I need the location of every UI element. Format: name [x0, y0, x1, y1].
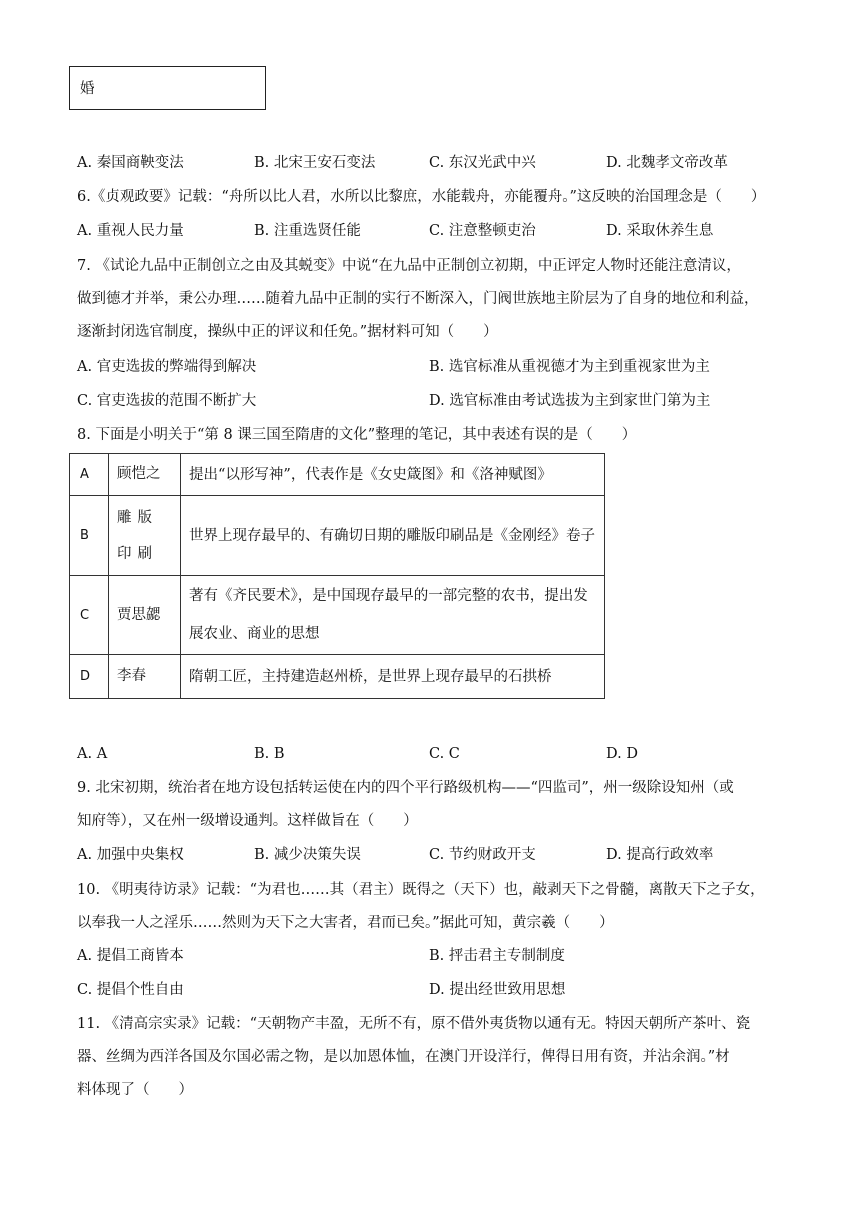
q5-option-a[interactable]: A. 秦国商鞅变法: [77, 155, 184, 171]
q9-option-d[interactable]: D. 提高行政效率: [606, 847, 714, 863]
q6-option-b[interactable]: B. 注重选贤任能: [254, 223, 361, 239]
q8-option-d[interactable]: D. D: [606, 746, 638, 762]
q8-option-a[interactable]: A. A: [77, 746, 108, 762]
row-name: 顾恺之: [109, 454, 181, 496]
q10-option-a[interactable]: A. 提倡工商皆本: [77, 948, 184, 964]
q9-option-b[interactable]: B. 减少决策失误: [254, 847, 361, 863]
q7-option-b[interactable]: B. 选官标准从重视德才为主到重视家世为主: [429, 359, 710, 375]
q6-stem: 6.《贞观政要》记载：“舟所以比人君，水所以比黎庶，水能载舟，亦能覆舟。”这反映的治国理念是（ ）: [77, 189, 766, 205]
q7-stem-line-3: 逐渐封闭选官制度，操纵中正的评议和任免。”据材料可知（ ）: [77, 324, 498, 340]
row-desc: 隋朝工匠，主持建造赵州桥，是世界上现存最早的石拱桥: [181, 655, 605, 699]
table-row: [70, 655, 605, 699]
q5-option-d[interactable]: D. 北魏孝文帝改革: [606, 155, 728, 171]
row-letter: A: [70, 454, 109, 496]
q6-option-a[interactable]: A. 重视人民力量: [77, 223, 184, 239]
q10-option-d[interactable]: D. 提出经世致用思想: [429, 982, 566, 998]
q10-option-c[interactable]: C. 提倡个性自由: [77, 982, 184, 998]
q9-option-a[interactable]: A. 加强中央集权: [77, 847, 184, 863]
q11-stem-line-3: 料体现了（ ）: [77, 1082, 193, 1098]
q9-option-c[interactable]: C. 节约财政开支: [429, 847, 536, 863]
row-desc: 著有《齐民要术》，是中国现存最早的一部完整的农书，提出发展农业、商业的思想: [181, 576, 605, 655]
row-desc: 提出“以形写神”，代表作是《女史箴图》和《洛神赋图》: [181, 454, 605, 496]
q6-option-d[interactable]: D. 采取休养生息: [606, 223, 714, 239]
box-text: 婚: [80, 81, 95, 97]
q7-option-c[interactable]: C. 官吏选拔的范围不断扩大: [77, 393, 257, 409]
q9-stem-line-1: 9. 北宋初期，统治者在地方设包括转运使在内的四个平行路级机构——“四监司”，州一级除设知州（或: [77, 780, 734, 796]
q11-stem-line-1: 11. 《清高宗实录》记载：“天朝物产丰盈，无所不有，原不借外夷货物以通有无。特因天朝所产茶叶、瓷: [77, 1016, 751, 1032]
row-desc: 世界上现存最早的、有确切日期的雕版印刷品是《金刚经》卷子: [181, 496, 605, 576]
q9-stem-line-2: 知府等），又在州一级增设通判。这样做旨在（ ）: [77, 813, 418, 829]
table-row: [70, 496, 605, 576]
row-name: 李春: [109, 655, 181, 699]
row-name: 贾思勰: [109, 576, 181, 655]
row-letter: D: [70, 655, 109, 699]
q8-option-c[interactable]: C. C: [429, 746, 460, 762]
q5-option-b[interactable]: B. 北宋王安石变法: [254, 155, 376, 171]
q7-stem-line-1: 7. 《试论九品中正制创立之由及其蜕变》中说“在九品中正制创立初期，中正评定人物时还能注意清议，: [77, 258, 741, 274]
q7-stem-line-2: 做到德才并举，秉公办理……随着九品中正制的实行不断深入，门阀世族地主阶层为了自身的地位和利益，: [77, 291, 759, 307]
q11-stem-line-2: 器、丝绸为西洋各国及尔国必需之物，是以加恩体恤，在澳门开设洋行，俾得日用有资，并沾余润。”材: [77, 1049, 730, 1065]
table-row: [70, 454, 605, 496]
previous-question-box: [69, 66, 266, 110]
q8-option-b[interactable]: B. B: [254, 746, 285, 762]
q6-option-c[interactable]: C. 注意整顿吏治: [429, 223, 536, 239]
table-row: [70, 576, 605, 655]
q8-stem: 8. 下面是小明关于“第 8 课三国至隋唐的文化”整理的笔记，其中表述有误的是（ ）: [77, 427, 637, 443]
q7-option-d[interactable]: D. 选官标准由考试选拔为主到家世门第为主: [429, 393, 711, 409]
q10-stem-line-1: 10. 《明夷待访录》记载：“为君也……其（君主）既得之（天下）也，敲剥天下之骨髓，离散天下之子女，: [77, 882, 765, 898]
q10-stem-line-2: 以奉我一人之淫乐……然则为天下之大害者，君而已矣。”据此可知，黄宗羲（ ）: [77, 915, 614, 931]
q10-option-b[interactable]: B. 抨击君主专制制度: [429, 948, 565, 964]
row-letter: B: [70, 496, 109, 576]
q8-notes-table: [69, 453, 605, 699]
q5-option-c[interactable]: C. 东汉光武中兴: [429, 155, 536, 171]
row-letter: C: [70, 576, 109, 655]
row-name: 雕版印刷: [109, 496, 181, 576]
q7-option-a[interactable]: A. 官吏选拔的弊端得到解决: [77, 359, 257, 375]
